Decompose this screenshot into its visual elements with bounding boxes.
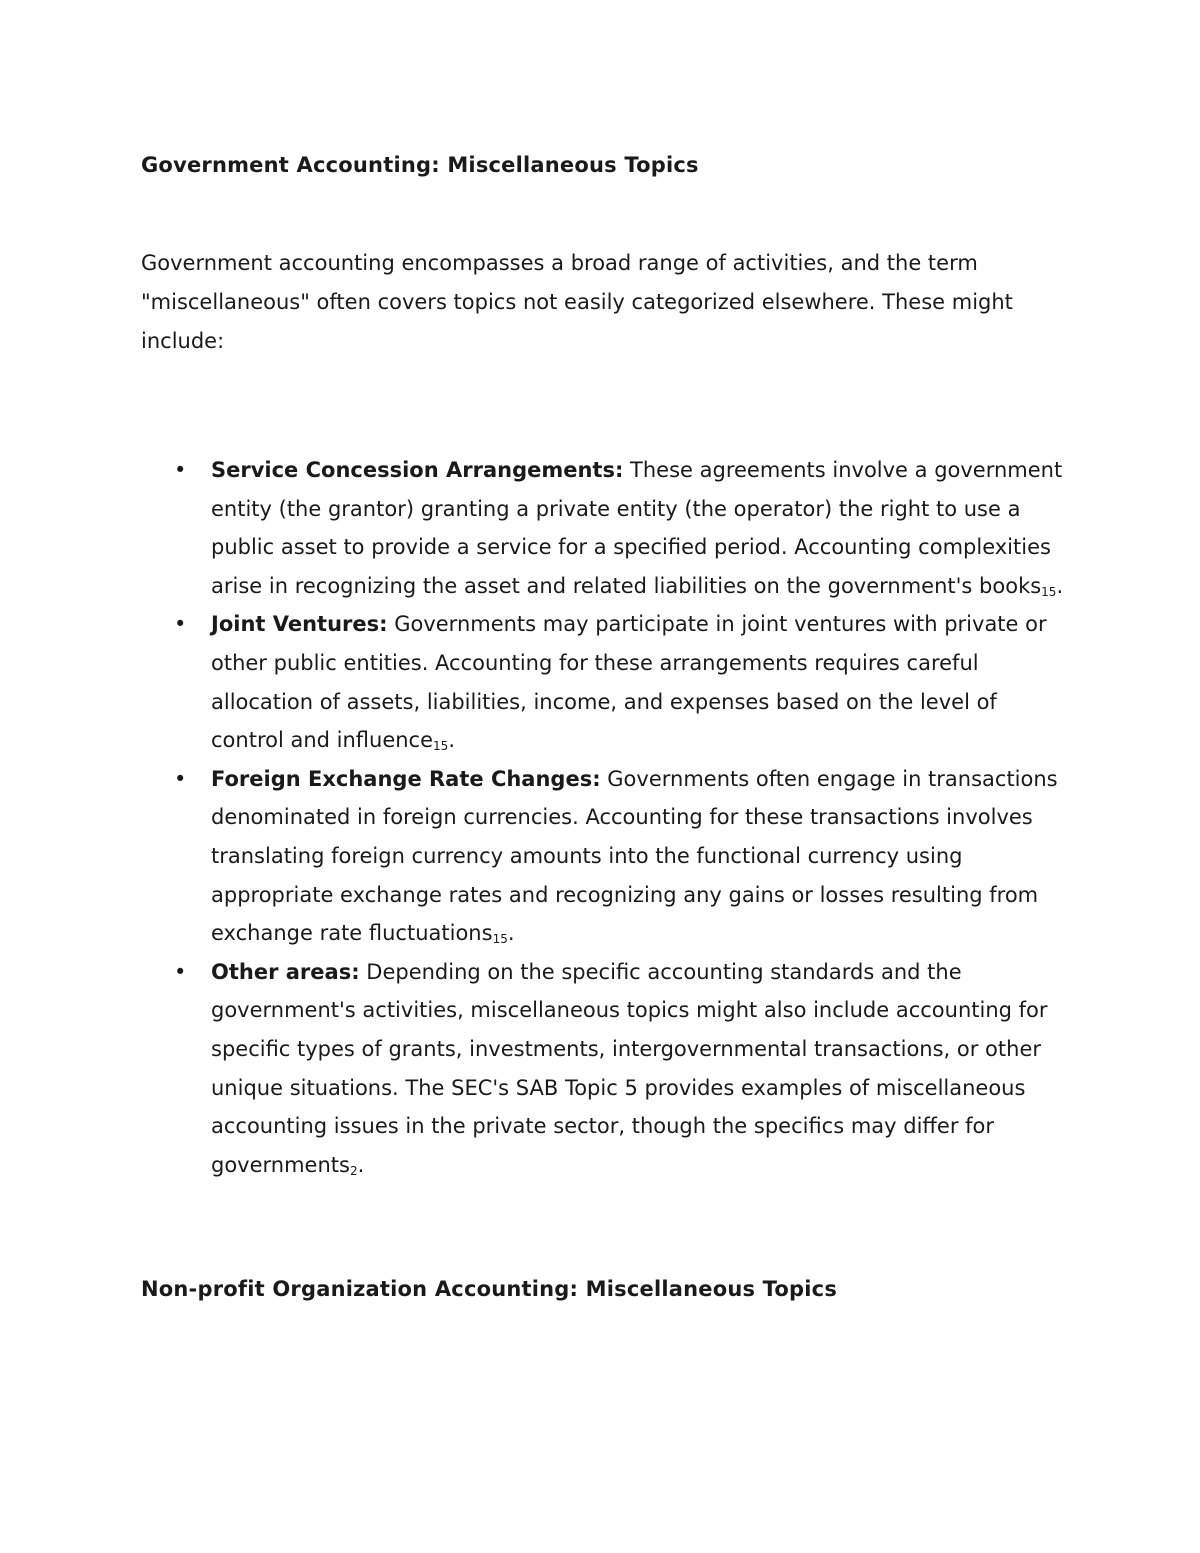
bullet-icon: •	[174, 766, 187, 791]
item-end: .	[1056, 573, 1064, 598]
topics-list	[141, 451, 1071, 1184]
item-term: Service Concession Arrangements:	[211, 458, 624, 482]
item-end: .	[507, 921, 515, 946]
section-title-nonprofit: Non-profit Organization Accounting: Miscellaneous Topics	[141, 1277, 838, 1301]
item-text: Governments may participate in joint ventures with private or other public entities. Accounting for these arrangements requires careful allocation of assets, liabilities, income, and expenses based on the level of control and influence	[211, 612, 1047, 753]
list-item-service-concession	[141, 451, 1071, 605]
bullet-icon: •	[174, 612, 187, 637]
intro-paragraph: Government accounting encompasses a broad range of activities, and the term "miscellaneous" often covers topics not easily categorized elsewhere. These might include:	[141, 251, 1013, 353]
item-term: Foreign Exchange Rate Changes:	[211, 766, 601, 791]
list-item-other-areas	[141, 953, 1071, 1185]
item-text: Depending on the specific accounting standards and the government's activities, miscellaneous topics might also include accounting for specific types of grants, investments, intergovernmental transactions, or other unique situations. The SEC's SAB Topic 5 provides examples of miscellaneous accounting issues in the private sector, though the specifics may differ for governments	[211, 959, 1048, 1177]
item-term: Other areas:	[211, 959, 360, 984]
bullet-icon: •	[174, 458, 187, 482]
list-item-joint-ventures	[141, 605, 1071, 759]
citation-ref: 15	[433, 739, 449, 754]
list-item-foreign-exchange	[141, 760, 1071, 953]
bullet-icon: •	[174, 959, 187, 984]
citation-ref: 15	[1041, 584, 1057, 599]
item-text: These agreements involve a government entity (the grantor) granting a private entity (the operator) the right to use a public asset to provide a service for a specified period. Accounting complexities arise in recognizing the asset and related liabilities on the government's books	[211, 458, 1063, 598]
section-title-government: Government Accounting: Miscellaneous Topics	[141, 153, 699, 177]
item-end: .	[357, 1152, 365, 1177]
item-text: Governments often engage in transactions denominated in foreign currencies. Accounting for these transactions involves translating foreign currency amounts into the functional currency using appropriate exchange rates and recognizing any gains or losses resulting from exchange rate fluctuations	[211, 766, 1058, 946]
item-term: Joint Ventures:	[211, 612, 388, 637]
citation-ref: 15	[492, 932, 508, 947]
citation-ref: 2	[349, 1163, 358, 1178]
item-end: .	[448, 728, 455, 753]
